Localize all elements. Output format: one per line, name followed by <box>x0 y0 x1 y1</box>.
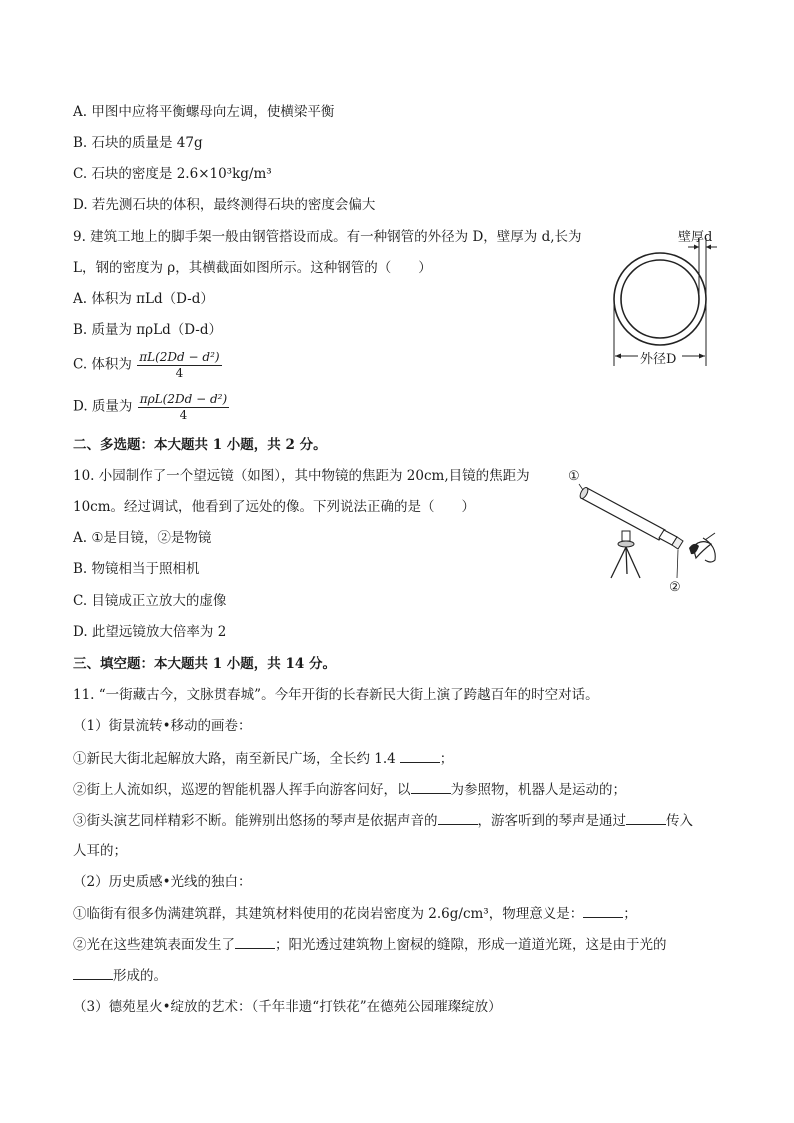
telescope-figure <box>565 468 730 603</box>
q11-p2a-text: ①临街有很多伪满建筑群，其建筑材料使用的花岗岩密度为 2.6g/cm³，物理意义是： <box>73 906 584 922</box>
answer-blank-5[interactable] <box>583 904 623 918</box>
telescope-label-1: ① <box>568 469 580 484</box>
answer-blank-2[interactable] <box>411 780 451 794</box>
q11-part2-item-b <box>73 935 667 954</box>
answer-blank-1[interactable] <box>400 749 440 763</box>
outer-diameter-label: 外径D <box>640 348 676 367</box>
q9-option-a: A. 体积为 πLd（D-d） <box>73 291 214 307</box>
q9-option-c-fraction <box>137 350 221 380</box>
q11-p1c-end: 传入 <box>666 813 693 829</box>
pipe-cross-section-figure <box>602 224 737 369</box>
q11-part1-item-c-line2: 人耳的； <box>73 843 127 859</box>
q9-option-b: B. 质量为 πρLd（D-d） <box>73 322 222 338</box>
q11-p2b-text: ②光在这些建筑表面发生了 <box>73 937 235 953</box>
q9-option-c <box>73 350 222 380</box>
q11-part1-item-c <box>73 811 693 830</box>
q11-part3-title: （3）德苑星火•绽放的艺术：（千年非遗“打铁花”在德苑公园璀璨绽放） <box>73 999 502 1015</box>
q10-stem-line2: 10cm。经过调试，他看到了远处的像。下列说法正确的是（ ） <box>73 499 476 515</box>
section-fill-blank-heading: 三、填空题：本大题共 1 小题，共 14 分。 <box>73 656 336 672</box>
q10-option-b: B. 物镜相当于照相机 <box>73 561 200 577</box>
q8-option-d: D. 若先测石块的体积，最终测得石块的密度会偏大 <box>73 197 376 213</box>
q11-part1-item-b <box>73 780 626 799</box>
q11-stem: 11. “一街藏古今，文脉贯春城”。今年开街的长春新民大街上演了跨越百年的时空对话。 <box>73 687 599 703</box>
q9-option-c-prefix: C. 体积为 <box>73 356 132 373</box>
answer-blank-6[interactable] <box>235 935 275 949</box>
q11-p1b-end: 为参照物，机器人是运动的； <box>450 782 626 798</box>
q10-stem-line1: 10. 小园制作了一个望远镜（如图），其中物镜的焦距为 20cm,目镜的焦距为 <box>73 468 530 484</box>
q9-option-d-numerator: πρL(2Dd − d²) <box>139 392 228 406</box>
q9-option-d-fraction <box>138 392 229 422</box>
q8-option-a: A. 甲图中应将平衡螺母向左调，使横梁平衡 <box>73 104 335 120</box>
q8-option-c: C. 石块的密度是 2.6×10³kg/m³ <box>73 166 272 182</box>
answer-blank-4[interactable] <box>626 811 666 825</box>
telescope-label-2: ② <box>669 580 681 595</box>
q10-option-c: C. 目镜成正立放大的虚像 <box>73 593 227 609</box>
q11-p1c-mid: ，游客听到的琴声是通过 <box>477 813 626 829</box>
q11-p2b-end: ；阳光透过建筑物上窗棂的缝隙，形成一道道光斑，这是由于光的 <box>275 937 667 953</box>
q11-part2-item-b-line2 <box>73 966 167 985</box>
answer-blank-3[interactable] <box>438 811 478 825</box>
q9-option-c-denominator: 4 <box>175 366 184 380</box>
q9-option-c-numerator: πL(2Dd − d²) <box>139 350 220 364</box>
q9-option-d-denominator: 4 <box>179 408 188 422</box>
q11-p1c-text: ③街头演艺同样精彩不断。能辨别出悠扬的琴声是依据声音的 <box>73 813 438 829</box>
q11-part1-item-a <box>73 749 453 768</box>
q9-option-d <box>73 392 229 422</box>
wall-thickness-label: 壁厚d <box>678 230 713 245</box>
q10-option-a: A. ①是目镜，②是物镜 <box>73 530 212 546</box>
q8-option-b: B. 石块的质量是 47g <box>73 135 203 151</box>
q9-stem-line2: L，钢的密度为 ρ，其横截面如图所示。这种钢管的（ ） <box>73 260 432 276</box>
q11-p2a-end: ； <box>623 906 637 922</box>
q11-part2-item-a <box>73 904 637 923</box>
answer-blank-7[interactable] <box>73 966 113 980</box>
q11-p2b-line2: 形成的。 <box>113 968 167 984</box>
q11-part1-title: （1）街景流转•移动的画卷： <box>73 718 252 734</box>
q11-part2-title: （2）历史质感•光线的独白： <box>73 874 252 890</box>
q10-option-d: D. 此望远镜放大倍率为 2 <box>73 624 227 640</box>
q11-p1a-text: ①新民大街北起解放大路，南至新民广场，全长约 1.4 <box>73 751 396 767</box>
section-multiple-choice-heading: 二、多选题：本大题共 1 小题，共 2 分。 <box>73 437 327 453</box>
q11-p1b-text: ②街上人流如织，巡逻的智能机器人挥手向游客问好，以 <box>73 782 411 798</box>
q9-stem-line1: 9. 建筑工地上的脚手架一般由钢管搭设而成。有一种钢管的外径为 D，壁厚为 d,长为 <box>73 229 582 245</box>
q11-p1a-end: ； <box>439 751 454 767</box>
q9-option-d-prefix: D. 质量为 <box>73 398 133 415</box>
